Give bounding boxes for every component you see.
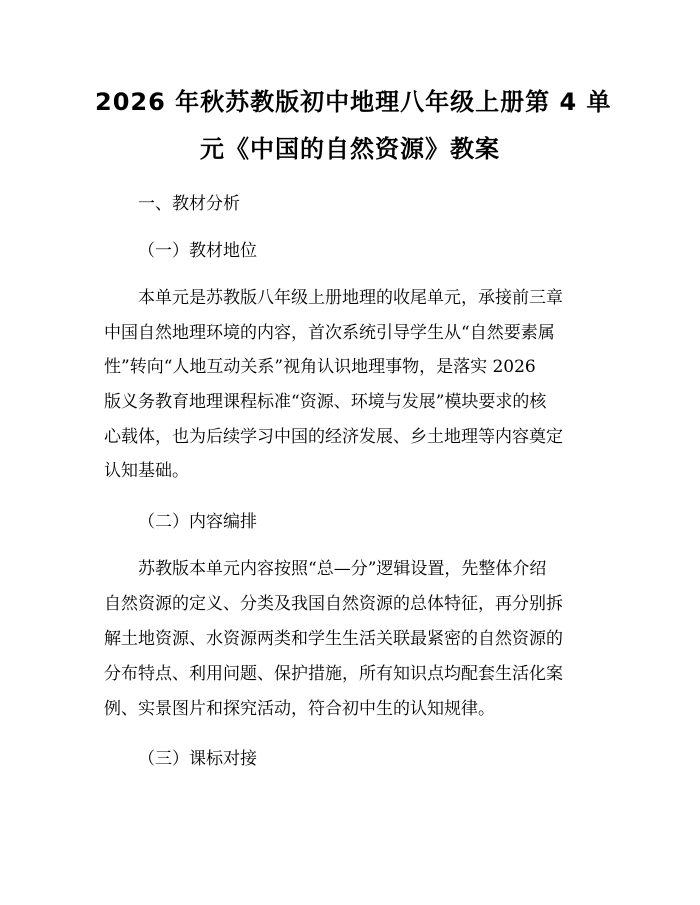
document-title-line-2: 元《中国的自然资源》教案 [200,135,500,163]
paragraph-line: 自然资源的定义、分类及我国自然资源的总体特征，再分别拆 [104,594,563,614]
paragraph-line: 分布特点、利用问题、保护措施，所有知识点均配套生活化案 [104,664,563,684]
paragraph-line: 认知基础。 [104,461,189,481]
paragraph-line: 解土地资源、水资源两类和学生生活关联最紧密的自然资源的 [104,629,563,649]
paragraph-line: 例、实景图片和探究活动，符合初中生的认知规律。 [104,699,495,719]
paragraph-line: 苏教版本单元内容按照“总—分”逻辑设置，先整体介绍 [138,559,547,579]
paragraph-line: 版义务教育地理课程标准“资源、环境与发展”模块要求的核 [104,392,547,412]
paragraph-line: 性”转向“人地互动关系”视角认识地理事物，是落实 2026 [104,357,536,377]
subsection-heading-curriculum-standards: （三）课标对接 [138,749,257,769]
paragraph-line: 心载体，也为后续学习中国的经济发展、乡土地理等内容奠定 [104,427,563,447]
document-title-line-1: 2026 年秋苏教版初中地理八年级上册第 4 单 [95,88,612,116]
paragraph-line: 本单元是苏教版八年级上册地理的收尾单元，承接前三章 [138,288,563,308]
section-heading-teaching-material-analysis: 一、教材分析 [138,194,240,214]
subsection-heading-material-position: （一）教材地位 [138,241,257,261]
subsection-heading-content-arrangement: （二）内容编排 [138,512,257,532]
paragraph-line: 中国自然地理环境的内容，首次系统引导学生从“自然要素属 [104,323,555,343]
